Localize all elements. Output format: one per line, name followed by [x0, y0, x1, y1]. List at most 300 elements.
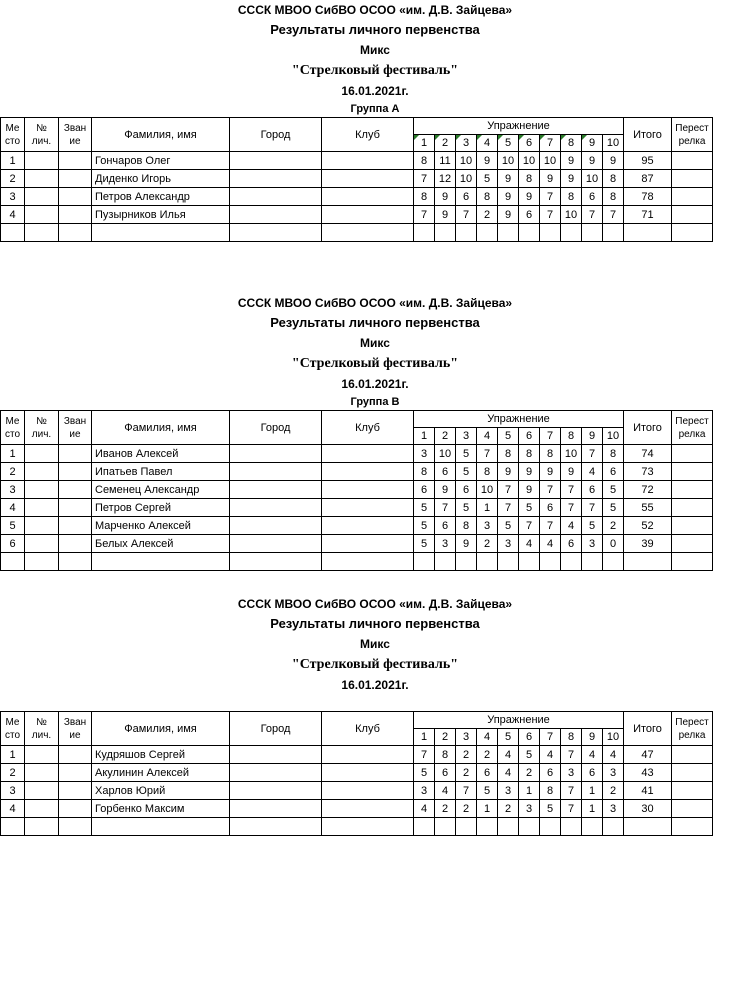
header-row: [1, 712, 713, 729]
exercise-number-label: 6: [525, 137, 533, 149]
header-row: [1, 411, 713, 428]
number-cell: [25, 499, 59, 517]
city-cell: [230, 445, 322, 463]
exercise-number-label: 8: [567, 137, 575, 149]
club-cell: [322, 764, 414, 782]
header-place-line-2: сто: [4, 428, 21, 440]
number-cell: [25, 782, 59, 800]
score-cell: [519, 553, 540, 571]
score-cell: [456, 224, 477, 242]
place-cell: [1, 553, 25, 571]
header-number: [25, 411, 59, 445]
exercise-number-label: 5: [504, 137, 512, 149]
shootoff-cell: [672, 764, 713, 782]
score-cell: 7: [603, 206, 624, 224]
place-cell: 2: [1, 764, 25, 782]
rank-cell: [59, 463, 92, 481]
score-cell: 5: [582, 517, 603, 535]
header-rank: [59, 118, 92, 152]
header-club: Клуб: [322, 712, 414, 746]
rank-cell: [59, 517, 92, 535]
score-cell: 10: [477, 481, 498, 499]
score-cell: 4: [498, 746, 519, 764]
club-cell: [322, 224, 414, 242]
exercise-number-label: 3: [462, 731, 470, 743]
score-cell: 6: [477, 764, 498, 782]
place-cell: 5: [1, 517, 25, 535]
score-cell: [561, 818, 582, 836]
score-cell: 4: [603, 746, 624, 764]
header-city: Город: [230, 411, 322, 445]
score-cell: 8: [603, 170, 624, 188]
score-cell: [540, 818, 561, 836]
score-cell: 4: [540, 746, 561, 764]
score-cell: [498, 818, 519, 836]
score-cell: 3: [414, 782, 435, 800]
city-cell: [230, 499, 322, 517]
score-cell: 7: [414, 170, 435, 188]
score-cell: 7: [456, 782, 477, 800]
exercise-number-label: 1: [420, 430, 428, 442]
total-cell: 71: [624, 206, 672, 224]
score-cell: 8: [519, 445, 540, 463]
header-number-line-2: лич.: [31, 135, 52, 147]
score-cell: 8: [477, 188, 498, 206]
city-cell: [230, 782, 322, 800]
score-cell: 6: [582, 481, 603, 499]
exercise-number-label: 9: [588, 430, 596, 442]
score-cell: 9: [561, 152, 582, 170]
score-cell: 8: [477, 463, 498, 481]
score-cell: 10: [540, 152, 561, 170]
score-cell: 7: [582, 499, 603, 517]
score-cell: 5: [456, 499, 477, 517]
table-row: [1, 782, 713, 800]
score-cell: 9: [519, 481, 540, 499]
name-cell: Акулинин Алексей: [92, 764, 230, 782]
score-cell: 6: [435, 463, 456, 481]
score-cell: 9: [435, 188, 456, 206]
score-cell: [435, 818, 456, 836]
score-cell: 2: [456, 764, 477, 782]
score-cell: 5: [540, 800, 561, 818]
score-cell: 7: [498, 481, 519, 499]
exercise-number: [603, 729, 624, 746]
exercise-number-label: 8: [567, 430, 575, 442]
exercise-number: [435, 729, 456, 746]
header-shootoff-line-1: Перест: [675, 716, 709, 728]
score-cell: 2: [456, 800, 477, 818]
name-cell: Горбенко Максим: [92, 800, 230, 818]
club-cell: [322, 782, 414, 800]
score-cell: 2: [477, 206, 498, 224]
score-cell: 9: [435, 206, 456, 224]
score-cell: 4: [519, 535, 540, 553]
score-cell: 9: [540, 463, 561, 481]
score-cell: 6: [519, 206, 540, 224]
name-cell: [92, 224, 230, 242]
header-number-line-1: №: [36, 716, 47, 728]
score-cell: 4: [435, 782, 456, 800]
header-city: Город: [230, 118, 322, 152]
name-cell: [92, 553, 230, 571]
score-cell: 3: [498, 535, 519, 553]
organization-title: СССК МВОО СибВО ОСОО «им. Д.В. Зайцева»: [237, 597, 513, 611]
score-cell: [582, 818, 603, 836]
city-cell: [230, 206, 322, 224]
number-cell: [25, 463, 59, 481]
club-cell: [322, 553, 414, 571]
results-table: [0, 410, 713, 571]
rank-cell: [59, 170, 92, 188]
header-exercise: Упражнение: [414, 712, 624, 729]
score-cell: 0: [603, 535, 624, 553]
total-cell: 73: [624, 463, 672, 481]
score-cell: 6: [435, 517, 456, 535]
exercise-number: [582, 428, 603, 445]
score-cell: 4: [582, 463, 603, 481]
header-shootoff-line-2: релка: [678, 135, 706, 147]
club-cell: [322, 818, 414, 836]
club-cell: [322, 206, 414, 224]
header-place: [1, 411, 25, 445]
cell-marker-icon: [582, 135, 587, 140]
exercise-number: [519, 729, 540, 746]
shootoff-cell: [672, 481, 713, 499]
number-cell: [25, 535, 59, 553]
score-cell: 2: [603, 782, 624, 800]
rank-cell: [59, 152, 92, 170]
place-cell: 3: [1, 188, 25, 206]
score-cell: [435, 553, 456, 571]
city-cell: [230, 746, 322, 764]
rank-cell: [59, 782, 92, 800]
score-cell: [477, 224, 498, 242]
city-cell: [230, 535, 322, 553]
city-cell: [230, 481, 322, 499]
exercise-number: [603, 135, 624, 152]
score-cell: 3: [435, 535, 456, 553]
shootoff-cell: [672, 188, 713, 206]
exercise-number: [414, 135, 435, 152]
score-cell: [414, 818, 435, 836]
exercise-number-label: 9: [588, 137, 596, 149]
name-cell: Харлов Юрий: [92, 782, 230, 800]
score-cell: 5: [519, 499, 540, 517]
place-cell: 4: [1, 800, 25, 818]
exercise-number-label: 9: [588, 731, 596, 743]
place-cell: [1, 224, 25, 242]
shootoff-cell: [672, 818, 713, 836]
score-cell: [582, 224, 603, 242]
exercise-number-label: 6: [525, 731, 533, 743]
score-cell: 8: [414, 463, 435, 481]
score-cell: 3: [603, 800, 624, 818]
score-cell: 8: [540, 445, 561, 463]
exercise-number: [498, 428, 519, 445]
score-cell: 6: [456, 188, 477, 206]
header-shootoff: [672, 712, 713, 746]
score-cell: 7: [561, 746, 582, 764]
score-cell: [561, 553, 582, 571]
rank-cell: [59, 206, 92, 224]
place-cell: 4: [1, 499, 25, 517]
total-cell: 43: [624, 764, 672, 782]
total-cell: 78: [624, 188, 672, 206]
exercise-number: [582, 729, 603, 746]
place-cell: 2: [1, 463, 25, 481]
score-cell: [540, 224, 561, 242]
name-cell: Семенец Александр: [92, 481, 230, 499]
header-shootoff-line-1: Перест: [675, 122, 709, 134]
total-cell: 30: [624, 800, 672, 818]
event-date: 16.01.2021г.: [341, 678, 409, 692]
rank-cell: [59, 764, 92, 782]
city-cell: [230, 818, 322, 836]
total-cell: [624, 553, 672, 571]
score-cell: 10: [456, 170, 477, 188]
score-cell: 6: [435, 764, 456, 782]
number-cell: [25, 188, 59, 206]
place-cell: 1: [1, 746, 25, 764]
total-cell: 52: [624, 517, 672, 535]
number-cell: [25, 152, 59, 170]
shootoff-cell: [672, 224, 713, 242]
club-cell: [322, 517, 414, 535]
results-title: Результаты личного первенства: [270, 22, 480, 37]
header-total: Итого: [624, 411, 672, 445]
category-label: Микс: [360, 637, 390, 651]
exercise-number-label: 10: [606, 137, 620, 149]
total-cell: 41: [624, 782, 672, 800]
header-exercise: Упражнение: [414, 118, 624, 135]
score-cell: 1: [519, 782, 540, 800]
exercise-number-label: 7: [546, 137, 554, 149]
header-rank-line-2: ие: [69, 729, 81, 741]
score-cell: 9: [498, 188, 519, 206]
score-cell: 10: [456, 152, 477, 170]
header-total: Итого: [624, 118, 672, 152]
score-cell: 9: [582, 152, 603, 170]
number-cell: [25, 746, 59, 764]
score-cell: 9: [561, 170, 582, 188]
category-label: Микс: [360, 43, 390, 57]
cell-marker-icon: [435, 135, 440, 140]
header-name: Фамилия, имя: [92, 712, 230, 746]
exercise-number: [519, 135, 540, 152]
exercise-number: [540, 428, 561, 445]
festival-name: "Стрелковый фестиваль": [291, 63, 459, 78]
score-cell: [414, 553, 435, 571]
header-row: [1, 118, 713, 135]
city-cell: [230, 553, 322, 571]
score-cell: 2: [477, 746, 498, 764]
number-cell: [25, 170, 59, 188]
place-cell: 6: [1, 535, 25, 553]
name-cell: Марченко Алексей: [92, 517, 230, 535]
header-shootoff: [672, 411, 713, 445]
total-cell: 74: [624, 445, 672, 463]
shootoff-cell: [672, 499, 713, 517]
score-cell: [582, 553, 603, 571]
score-cell: 10: [498, 152, 519, 170]
score-cell: 1: [477, 800, 498, 818]
header-number-line-1: №: [36, 415, 47, 427]
score-cell: 8: [498, 445, 519, 463]
name-cell: Петров Александр: [92, 188, 230, 206]
exercise-number: [561, 135, 582, 152]
score-cell: 3: [603, 764, 624, 782]
score-cell: 8: [414, 188, 435, 206]
header-shootoff: [672, 118, 713, 152]
score-cell: [456, 553, 477, 571]
city-cell: [230, 800, 322, 818]
score-cell: 7: [561, 782, 582, 800]
number-cell: [25, 481, 59, 499]
score-cell: 6: [561, 535, 582, 553]
shootoff-cell: [672, 170, 713, 188]
score-cell: 7: [582, 206, 603, 224]
number-cell: [25, 764, 59, 782]
header-place-line-2: сто: [4, 135, 21, 147]
score-cell: 7: [498, 499, 519, 517]
club-cell: [322, 463, 414, 481]
header-place-line-2: сто: [4, 729, 21, 741]
exercise-number: [582, 135, 603, 152]
header-rank: [59, 712, 92, 746]
header-number-line-1: №: [36, 122, 47, 134]
score-cell: [477, 818, 498, 836]
score-cell: 11: [435, 152, 456, 170]
place-cell: [1, 818, 25, 836]
place-cell: 4: [1, 206, 25, 224]
header-place-line-1: Ме: [5, 122, 20, 134]
results-section-2: [0, 293, 750, 571]
header-number-line-2: лич.: [31, 428, 52, 440]
city-cell: [230, 152, 322, 170]
exercise-number: [414, 428, 435, 445]
number-cell: [25, 553, 59, 571]
score-cell: 8: [561, 188, 582, 206]
score-cell: 2: [477, 535, 498, 553]
score-cell: 6: [540, 499, 561, 517]
header-rank-line-1: Зван: [63, 122, 87, 134]
exercise-number: [540, 135, 561, 152]
header-place-line-1: Ме: [5, 415, 20, 427]
table-row: [1, 481, 713, 499]
shootoff-cell: [672, 800, 713, 818]
table-row: [1, 517, 713, 535]
score-cell: 3: [414, 445, 435, 463]
header-rank-line-1: Зван: [63, 415, 87, 427]
festival-name: "Стрелковый фестиваль": [291, 657, 459, 672]
total-cell: 87: [624, 170, 672, 188]
score-cell: 3: [561, 764, 582, 782]
score-cell: 7: [582, 445, 603, 463]
score-cell: [477, 553, 498, 571]
header-number-line-2: лич.: [31, 729, 52, 741]
total-cell: 95: [624, 152, 672, 170]
organization-title: СССК МВОО СибВО ОСОО «им. Д.В. Зайцева»: [237, 296, 513, 310]
score-cell: 5: [456, 463, 477, 481]
table-row: [1, 445, 713, 463]
rank-cell: [59, 188, 92, 206]
table-row: [1, 746, 713, 764]
name-cell: Гончаров Олег: [92, 152, 230, 170]
name-cell: [92, 818, 230, 836]
table-row: [1, 818, 713, 836]
exercise-number-label: 2: [441, 430, 449, 442]
table-row: [1, 463, 713, 481]
table-row: [1, 800, 713, 818]
club-cell: [322, 800, 414, 818]
score-cell: 8: [540, 782, 561, 800]
club-cell: [322, 499, 414, 517]
table-row: [1, 152, 713, 170]
header-name: Фамилия, имя: [92, 411, 230, 445]
name-cell: Пузырников Илья: [92, 206, 230, 224]
group-label: Группа В: [350, 396, 400, 408]
score-cell: 9: [519, 463, 540, 481]
score-cell: 6: [582, 764, 603, 782]
score-cell: 1: [582, 800, 603, 818]
header-place: [1, 118, 25, 152]
table-row: [1, 224, 713, 242]
score-cell: 9: [498, 170, 519, 188]
score-cell: 6: [456, 481, 477, 499]
table-row: [1, 170, 713, 188]
score-cell: 3: [477, 517, 498, 535]
total-cell: 39: [624, 535, 672, 553]
score-cell: 7: [519, 517, 540, 535]
score-cell: 9: [498, 463, 519, 481]
name-cell: Иванов Алексей: [92, 445, 230, 463]
score-cell: 7: [540, 517, 561, 535]
exercise-number: [498, 135, 519, 152]
score-cell: 5: [414, 517, 435, 535]
score-cell: 8: [519, 170, 540, 188]
exercise-number-label: 4: [483, 430, 491, 442]
place-cell: 1: [1, 445, 25, 463]
cell-marker-icon: [561, 135, 566, 140]
header-shootoff-line-2: релка: [678, 428, 706, 440]
results-title: Результаты личного первенства: [270, 315, 480, 330]
rank-cell: [59, 800, 92, 818]
table-row: [1, 535, 713, 553]
score-cell: [561, 224, 582, 242]
exercise-number: [477, 428, 498, 445]
score-cell: 1: [477, 499, 498, 517]
cell-marker-icon: [414, 135, 419, 140]
score-cell: 8: [414, 152, 435, 170]
club-cell: [322, 152, 414, 170]
exercise-number: [435, 135, 456, 152]
header-club: Клуб: [322, 118, 414, 152]
shootoff-cell: [672, 746, 713, 764]
score-cell: 10: [519, 152, 540, 170]
score-cell: 7: [561, 481, 582, 499]
table-row: [1, 188, 713, 206]
exercise-number-label: 5: [504, 731, 512, 743]
rank-cell: [59, 535, 92, 553]
exercise-number-label: 3: [462, 430, 470, 442]
score-cell: 4: [540, 535, 561, 553]
organization-title: СССК МВОО СибВО ОСОО «им. Д.В. Зайцева»: [237, 3, 513, 17]
cell-marker-icon: [519, 135, 524, 140]
exercise-number: [456, 428, 477, 445]
club-cell: [322, 188, 414, 206]
results-table: [0, 117, 713, 242]
